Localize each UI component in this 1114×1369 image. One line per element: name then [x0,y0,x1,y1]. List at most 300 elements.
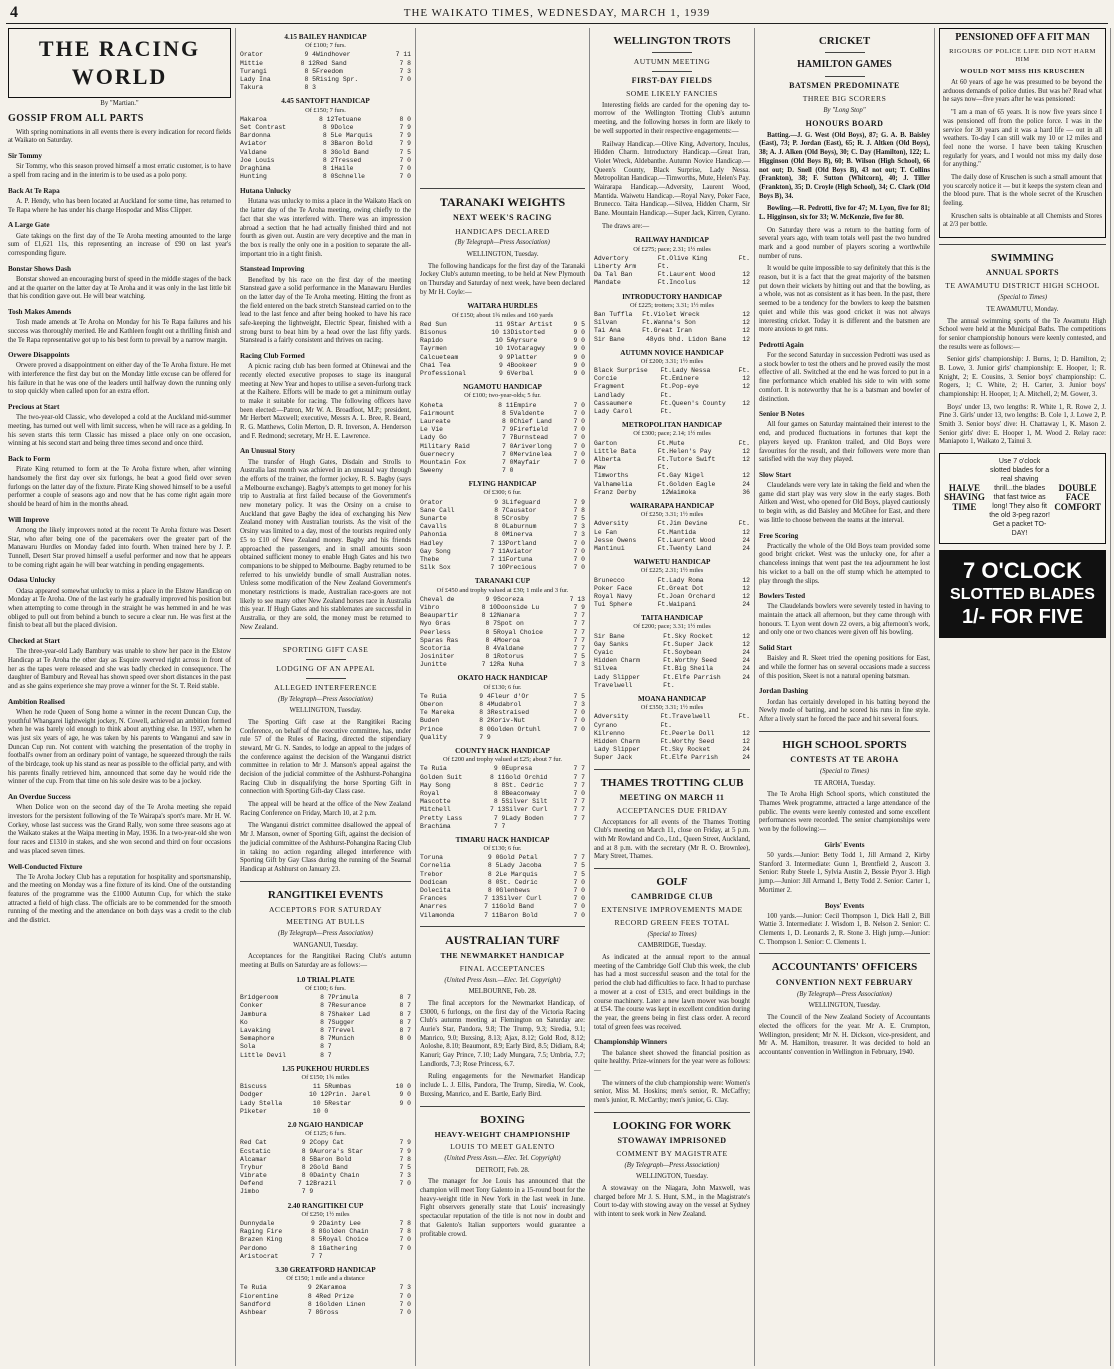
horse-name: Fiorentine [240,1292,279,1300]
source-line: (By Telegraph—Press Association) [624,1161,720,1169]
horse-weight: 9 9 [498,353,511,361]
horse-name: Munich [331,1035,355,1043]
horse-name: Alberta [594,456,621,463]
horse-weight: 7 9 [399,1147,411,1155]
horse-name: Prince [420,725,444,733]
race-title: RANGITIKEI CUP [302,1201,364,1210]
horse-weight: 7 0 [399,1308,411,1316]
horse-weight [568,467,585,475]
horse-weight: 7 0 [399,1300,411,1308]
horse-name: yds bhd. Lidon Bane [653,335,727,343]
race-conditions: Of £125; 6 furs. [305,1130,346,1138]
divider [759,953,930,954]
table-row [420,637,585,645]
horse-name: Pop-eye [671,383,699,391]
article-deck: COMMENT BY MAGISTRATE [616,1148,728,1158]
horse-name: Freedom [315,67,343,75]
race-title: PUKEHOU HURDLES [296,1064,370,1073]
horse-weight: Ft. [657,576,670,584]
divider [240,881,411,882]
paragraph: The two-year-old Classic, who developed a cold at the Auckland mid-summer meeting, has turned out well with limit success, when he will race as a gelding. In his seven starts this term Classic has missed a place only on one occasion, winning at his second start and being three times second and once third. [8,414,231,448]
horse-name: Golden Suit [420,773,463,781]
horse-weight: Ft. [738,713,750,721]
horse-weight: Ft. [657,592,670,600]
horse-weight: 8 0 [479,725,491,733]
horse-weight: 8 5 [485,628,497,636]
horse-weight: 8 5 [301,1155,314,1163]
horse-weight: Ft. [657,536,670,544]
horse-weight: 12 [742,576,750,584]
horse-name: Schnelle [334,173,366,181]
horse-name: Oberon [420,701,444,709]
paragraph: It would be quite impossible to say definitely that this is the reason, but it is a fact that the great majority of the batsmen put down their wickets by hitting out and that the bowling, as a whole, was not as consistent as it has been. In the past, there seemed to be a tendency for the bowlers to keep the batsmen quiet and while this was good cricket it was not always interesting cricket. Today it is different and the batsmen are more anxious to get runs. [759,265,930,334]
divider [594,868,750,869]
horse-name: Da Tal Ban [594,271,633,279]
table-row [240,60,411,68]
race-title: WAITARA HURDLES [467,302,538,311]
race-title: WAIRARAPA HANDICAP [629,501,715,510]
table-row [420,523,585,531]
horse-name: Chief Land [513,417,552,425]
horse-weight: 7 0 [399,1292,411,1300]
horse-weight: Ft. [663,657,675,665]
horse-name: Royal Choice [322,1236,369,1244]
table-row [594,383,750,391]
horse-name: Travelwell [594,681,633,689]
handicap-table [420,499,585,573]
horse-weight: 7 7 [573,814,585,822]
paragraph: The Council of the New Zealand Society of Accountants elected the officers for the year. Mr A. E. Crumpton, Wellington, president; Mr N. H. Dickson, vice-president, and Mr A. M. Hamilton, treasurer. It was decided to hold an accountants' convention in Wellington in February, 1940. [759,1014,930,1056]
table-row [420,726,585,734]
horse-name: Valhamelia [594,480,633,488]
horse-weight: 8 5 [493,798,506,806]
article-deck: RECORD GREEN FEES TOTAL [614,918,730,927]
horse-weight: 7 13 [489,806,506,814]
razor-blade-ad[interactable] [939,453,1106,544]
horse-name: Frances [420,895,447,903]
horse-name: Jambura [240,1010,267,1018]
horse-name: Te Ruia [420,765,447,773]
table-row [594,489,750,497]
dateline: WANGANUI, Tuesday. [293,941,358,949]
horse-name: Hidden Charm [594,657,641,665]
horse-name: Doonside Lu [497,603,540,611]
horse-name: Beaconway [505,789,540,797]
article-deck: ACCEPTANCES DUE FRIDAY [616,805,728,815]
horse-name: Buden [420,717,440,725]
horse-name: Rumbas [328,1083,352,1091]
horse-name: Verbal [510,369,534,377]
horse-weight: 7 0 [573,450,585,458]
horse-weight: 8 1 [322,164,335,172]
horse-name: Ariverlong [513,442,552,450]
horse-weight: 24 [742,544,750,552]
horse-weight: 12 [742,271,750,279]
paragraph: The final acceptors for the Newmarket Handicap, of £3000, 6 furlongs, on the first day of the Victoria Racing Club's autumn meeting at Flemington on Saturday are: Aurie's Star, Pandora, 9.8; The Trump, 9.3; Siredia, 9.1; Manrico, 9.0; Buxsing, 8.13; Ajax, 8.12; Gold Rod, 8.12; Aoloshe, 8.10; Beaumont, 8.9; Early Bird, 8.5; Didiam, 8.4; Kanuri; Gay Prince, 7.10; Lady Mungara, 7.5; Umbria, 7.7; Landlords, 7.3; Rose Princess, 6.7. [420,999,585,1068]
paragraph: The balance sheet showed the financial position as quite healthy. Prize-winners for the year were as follows:— [594,1049,750,1074]
ad-price: 1/- FOR FIVE [961,606,1084,629]
table-row [594,641,750,649]
horse-name: Jesse Owens [594,536,637,544]
horse-weight: 9 0 [573,353,585,361]
table-row [594,255,750,263]
horse-weight: Ft. [663,665,675,673]
horse-weight: Ft. [660,383,672,391]
horse-name: Te Ruia [420,692,447,700]
paragraph: 100 yards.—Junior: Cecil Thompson 1, Dick Hall 2, Bill Wattie 3. Intermediate: J. Wisdom 1, B. Nelson 2. Senior: C. Clements 1, D. Leonards 2, R. Stone 3. High jump.—Junior: C. Thompson 1. Senior: C. Clements 1. [759,912,930,946]
handicap-table [594,633,750,690]
table-row [594,375,750,383]
article-heading: PENSIONED OFF A FIT MAN [955,32,1090,43]
table-row [240,132,411,140]
horse-name: Lady Slipper [594,746,641,754]
table-row [594,730,750,738]
horse-name: Turangi [240,67,267,75]
horse-weight: 8 2 [301,1163,314,1171]
paragraph: Ruling engagements for the Newmarket Handicap include L. J. Ellis, Pandora, The Trump, Siredia, W. Cook, Buxsing, Manrico, and E. Bartle, Early Bird. [420,1073,585,1098]
table-row [594,529,750,537]
horse-name: Lady Slipper [594,673,641,681]
horse-weight: 10 12 [309,1091,329,1099]
horse-weight: Ft. [660,737,672,745]
horse-weight: 7 0 [573,725,585,733]
horse-name: Military Raid [420,442,470,450]
horse-name: Peerless [420,628,451,636]
horse-weight: 24 [742,536,750,544]
race-time: 2.40 [287,1201,301,1210]
horse-name: Lavaking [240,1027,271,1035]
kruschen-article [939,28,1106,238]
horse-name: Garton [594,439,618,447]
horse-weight: 12 [742,640,750,648]
horse-weight: 8 3 [304,84,316,92]
horse-weight: Ft. [660,729,672,737]
paragraph: When Dolice won on the second day of the Te Aroha meeting she repaid investors for the persistent following of the Te Wairapa's sport's mare. Mr H. W. Corkey, whose last success was the Grand Rally, won some three seasons ago at the Waikato stakes at the Waipa meeting in May, 1936. In a two-year-old she won four races and £1310 in stakes, and she won second and third on four occasions and was placed seven times. [8,804,231,855]
horse-weight: 8 4 [307,1292,320,1300]
ad-line: COMFORT [1054,502,1101,513]
subhead: Well-Conducted Fixture [8,862,83,871]
horse-name: Lady Nessa [671,367,711,375]
horse-name: Scoreza [497,595,524,603]
divider [825,76,865,77]
table-row [240,1293,411,1301]
horse-weight [393,1188,411,1196]
table-row [240,76,411,84]
article-deck: AUTUMN MEETING [633,57,711,67]
subhead: Girls' Events [824,840,865,849]
race-conditions: Of £130; 6 fur. [483,845,522,853]
horse-name: Le Marquis [499,870,538,878]
horse-name: Sunarte [420,515,447,523]
horse-weight: 7 7 [573,773,585,781]
article-heading: CRICKET [818,35,871,47]
paragraph: Gate takings on the first day of the Te Aroha meeting amounted to the large sum of £1,621 11s, this representing an increase of £90 on last year's corresponding figure. [8,232,231,257]
subhead: Tosh Makes Amends [8,307,72,316]
article-heading: LOOKING FOR WORK [612,1119,732,1132]
horse-weight: 12 [742,456,750,463]
horse-name: Hidden Charm [594,737,641,745]
horse-weight: 8 8 [493,781,506,789]
horse-name: Sane Call [420,506,455,514]
subhead: Odasa Unlucky [8,576,56,585]
table-row [594,400,750,408]
horse-weight: 7 5 [399,148,411,156]
divider [759,731,930,732]
horse-weight: 10 0 [395,1083,411,1091]
horse-weight: 12 [742,327,750,335]
horse-weight: 7 8 [399,59,411,67]
horse-name: Guernecry [420,450,455,458]
article-deck: WOULD NOT MISS HIS KRUSCHEN [960,67,1085,75]
divider [240,638,411,639]
horse-weight: 8 7 [320,1018,332,1026]
horse-weight: 7 5 [573,692,585,700]
horse-name: Tressed [334,156,362,164]
table-row [594,263,750,271]
race-time: 1.0 [296,975,306,984]
horse-name: Super Jack [594,754,633,762]
race-conditions: Of £100; 6 furs. [305,985,346,993]
horse-weight: 7 3 [399,67,411,75]
table-row [420,693,585,701]
article-heading: TARANAKI WEIGHTS [439,195,566,209]
article-heading: ACCOUNTANTS' OFFICERS [771,961,918,974]
horse-name: Dodger [240,1091,264,1099]
horse-weight: 8 5 [304,75,316,83]
column-tennis-ads [935,28,1111,1366]
horse-weight: 7 11 [490,555,506,563]
horse-name: Travelwell [671,713,711,721]
table-row [594,585,750,593]
table-row [240,994,411,1002]
race-conditions: Of £100; 7 furs. [305,42,346,50]
horse-weight: 9 2 [301,1139,314,1147]
horse-weight: 8 4 [485,644,497,652]
horse-weight: 24 [742,665,750,673]
race-title: TAITA HANDICAP [641,614,703,623]
horse-name: Rising Spr. [315,75,359,83]
ad-line: TIME [952,502,977,513]
paragraph: The daily dose of Kruschen is such a small amount that you scarcely notice it — but it keeps the system clean and the blood pure. That is the whole secret of the Kruschen feeling. [943,173,1102,208]
race-title: NGAIO HANDICAP [298,1120,364,1129]
horse-name: Conker [240,1002,264,1010]
horse-weight: 7 9 [399,140,411,148]
horse-name [505,823,568,831]
horse-weight: 9 3 [494,498,506,506]
horse-name: Dolecita [420,887,451,895]
horse-weight: 7 0 [573,547,585,555]
horse-weight: 9 4 [498,361,511,369]
horse-name: Hunting [240,173,267,181]
table-row [420,806,585,814]
horse-weight: Ft. [738,439,750,447]
horse-weight: Ft. [660,375,672,383]
horse-name: Mitchell [420,806,451,814]
seven-oclock-blades-ad[interactable] [939,550,1106,638]
horse-weight: 8 0 [301,1172,314,1180]
divider [420,188,585,189]
horse-weight: 8 7 [320,994,332,1002]
paragraph: The following handicaps for the first day of the Taranaki Jockey Club's autumn meeting, to be held at New Plymouth on Thursday and Saturday of next week, have been declared by Mr H. Coyle:— [420,262,585,296]
horse-name: Le Vie [420,426,444,434]
horse-weight: 8 7 [320,1051,332,1059]
source-line: (Special to Times) [997,294,1048,302]
table-row [240,149,411,157]
horse-name: Precious [505,564,537,572]
table-row [420,604,585,612]
horse-weight: 8 10 [481,603,497,611]
table-row [420,329,585,337]
horse-weight: 8 5 [311,1236,323,1244]
table-row [240,1236,411,1244]
table-row [594,481,750,489]
table-row [420,362,585,370]
horse-name: Brazil [313,1180,337,1188]
horse-weight: Ft. [657,447,670,455]
table-row [420,564,585,572]
paragraph: The draws are:— [602,222,650,230]
horse-name: Gold Band [313,1163,348,1171]
race-conditions: Of £150; 1 mile and a distance [286,1275,365,1283]
horse-name: Red Prize [319,1292,354,1300]
horse-name: Dainty Lee [322,1220,361,1228]
horse-weight: 8 5 [487,862,500,870]
table-row [240,1052,411,1060]
paragraph: As indicated at the annual report to the annual meeting of the Cambridge Golf Club this week, the club has had a most successful season and the total for the period the club had difficulties to face. It had to purchase a mower at a cost of £315, and erect buildings in the course machinery. Later a new lawn mower was bought at £54. The course was kept in excellent condition during the year, the greens being in first class order. A record total of green fees was received. [594,954,750,1031]
subhead: An Overdue Success [8,793,71,802]
handicap-table [240,994,411,1060]
table-row [240,84,411,92]
horse-name: Fairmount [420,409,455,417]
horse-weight: Ft. [660,367,672,375]
horse-weight: 8 0 [494,531,506,539]
horse-weight: 7 5 [573,862,585,870]
horse-name: Minerva [505,531,533,539]
horse-weight: 24 [742,673,750,681]
horse-weight: 7 0 [573,895,585,903]
dateline: WELLINGTON, Tuesday. [808,1002,881,1010]
horse-weight: 8 11 [489,773,506,781]
paragraph: Bonstar showed an encouraging burst of speed in the middle stages of the back and at the quarter on the latter day at Te Aroha and it was only in the last little bit that his condition gave out. He will bear watching. [8,275,231,301]
subhead: Bowlers Tested [759,592,806,601]
gossip-deck: GOSSIP FROM ALL PARTS [8,113,144,124]
table-row [420,443,585,451]
horse-name: Adversity [594,713,629,721]
horse-name: Pretty Lass [420,814,463,822]
source-line: (United Press Assn.—Elec. Tel. Copyright) [444,976,561,984]
horse-weight: 8 7 [485,620,497,628]
ad-right-text [1054,484,1101,514]
horse-name: Little Devil [240,1051,287,1059]
subhead: Ambition Realised [8,697,65,706]
horse-weight: 9 0 [573,361,585,369]
handicap-table [420,321,585,378]
horse-name: Lady Boden [505,814,544,822]
horse-name: Elfe Parrish [674,673,721,681]
horse-weight: 8 7 [494,506,506,514]
byline: By "Long Stop" [823,106,866,114]
horse-weight: Ft. [663,673,675,681]
horse-weight: Ft. [660,713,672,721]
subhead: Orwere Disappoints [8,351,70,360]
handicap-table [420,854,585,920]
horse-name: Raging Fire [240,1228,283,1236]
table-row [594,754,750,762]
horse-weight: 8 7 [399,994,411,1002]
paragraph: The Wanganui district committee disallowed the appeal of Mr J. Manson, owner of Sporting Gift, against the decision of the judicial committee of the Ashhurst-Pohangina Racing Club in taking no action regarding alleged interference with Sporting Gift by Gay Class during the running of the Seamal Handicap at Ashhurst on January 23. [240,822,411,873]
horse-weight: 9 6 [498,369,511,377]
horse-name [323,1253,394,1261]
horse-name: Defend [240,1180,264,1188]
horse-weight [386,84,411,92]
horse-weight: 8 11 [498,401,514,409]
horse-name: Waipani [669,601,696,609]
horse-weight: Ft. [663,632,675,640]
horse-name: Nanara [497,612,521,620]
table-row [594,279,750,287]
paragraph: The Te Aroha Jockey Club has a reputation for hospitality and sportsmanship, and the meeting on Monday was a fine fixture of its kind. One of the outstanding features of the programme was the £1000 Autumn Cup, for which the stake attracted a field of high class. The officials are to be commended for the smooth running of the meeting and the attendance on both days was a credit to the club and the district. [8,873,231,925]
horse-name: Joe Louis [240,156,275,164]
horse-weight: 10 1 [495,345,511,353]
horse-name: Red Sand [315,59,347,67]
subhead: Hutana Unlucky [240,187,291,196]
horse-name: Cheval de [420,595,455,603]
horse-weight: Ft. [657,520,670,528]
subhead: Championship Winners [594,1038,668,1047]
handicap-table [420,693,585,742]
horse-weight: 7 0 [573,887,585,895]
handicap-table [594,311,750,344]
table-row [594,448,750,456]
table-row [420,612,585,620]
horse-name: Golden Chain [322,1228,369,1236]
horse-weight: 8 0 [487,878,500,886]
horse-name: Eminere [671,375,699,383]
horse-name: Silvan [594,319,618,327]
horse-weight: 8 8 [311,1228,323,1236]
horse-weight: 8 0 [322,173,335,181]
horse-name: Empire [513,401,537,409]
table-row [594,456,750,464]
race-title: RAILWAY HANDICAP [635,236,709,245]
horse-name: Baron Bold [334,140,373,148]
horse-weight: 8 8 [493,789,506,797]
horse-name: Lady Jacoba [499,862,542,870]
ad-body: Use 7 o'clock slotted blades for a real shaving thrill...the blades that fast twice as long! They also fit the old 3-peg razor! Get a packet TO-DAY! [989,458,1050,537]
horse-weight: 24 [742,754,750,762]
paragraph: The annual swimming sports of the Te Awamutu High School were held at the Municipal Baths. The competitions for senior championship honours were keenly contested, and the results were as follows:— [939,317,1106,351]
horse-name: Haile [334,164,354,172]
horse-name: Platter [510,353,538,361]
horse-name: Gay Nigel [669,472,704,480]
horse-name: Lady Roma [669,576,704,584]
subhead: Will Improve [8,515,50,524]
horse-weight: 7 3 [399,1172,411,1180]
race-title: TRIAL PLATE [307,975,355,984]
table-row [420,774,585,782]
horse-name: Laburnum [505,523,537,531]
article-deck: CONTESTS AT TE AROHA [790,754,899,764]
race-conditions: Of £150; 7 furs. [305,106,346,114]
table-row [240,68,411,76]
race-title: COUNTY HACK HANDICAP [455,746,550,755]
horse-weight: 7 9 [399,1139,411,1147]
horse-weight: Ft. [642,310,654,318]
table-row [594,593,750,601]
horse-weight: 12 [742,447,750,455]
horse-weight: 8 3 [322,148,335,156]
horse-name: Crosby [505,515,529,523]
